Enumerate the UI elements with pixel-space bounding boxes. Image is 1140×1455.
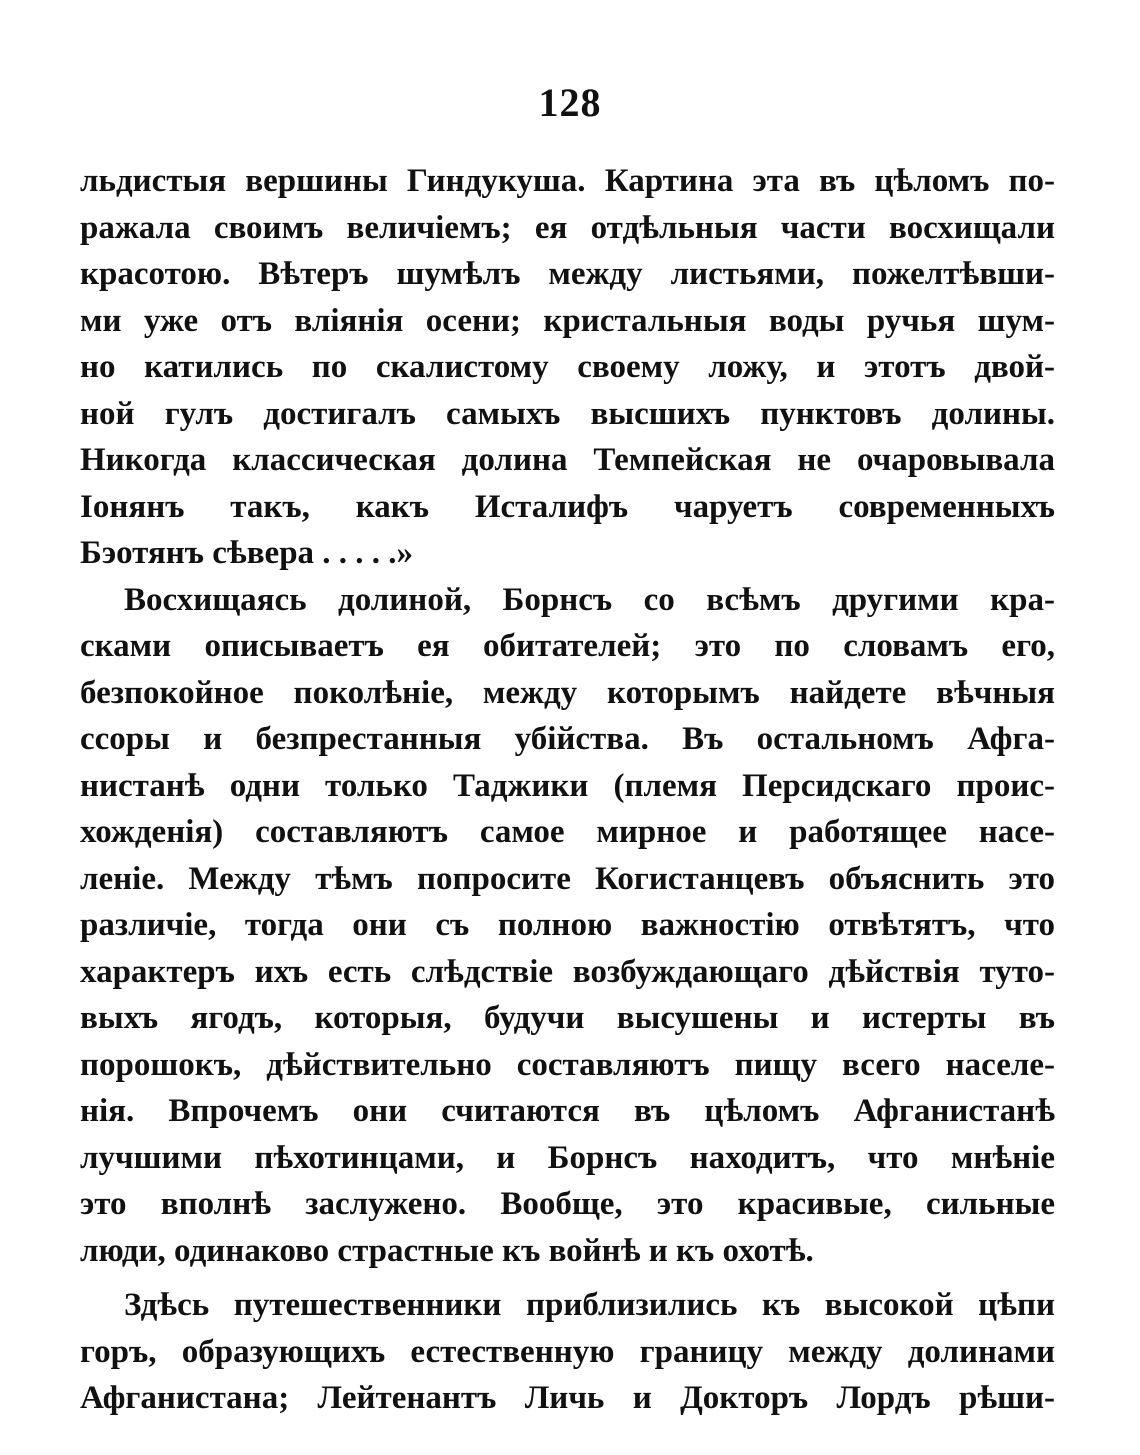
paragraph [80, 158, 1055, 577]
text-line: Бэотянъ сѣвера . . . . .» [80, 535, 414, 571]
text-line: безпокойное поколѣніе, между которымъ найдете вѣчныя [80, 674, 1055, 711]
text-line: порошокъ, дѣйствительно составляютъ пищу всего населе- [80, 1046, 1055, 1083]
text-line: но катились по скалистому своему ложу, и этотъ двой- [80, 349, 1055, 385]
text-line: красотою. Вѣтеръ шумѣлъ между листьями, пожелтѣвши- [80, 256, 1055, 292]
text-line: горъ, образующихъ естественную границу между долинами [80, 1333, 1055, 1370]
page-number: 128 [538, 80, 602, 125]
text-line: различіе, тогда они съ полною важностію отвѣтятъ, что [80, 907, 1055, 943]
text-line: сками описываетъ ея обитателей; это по словамъ его, [80, 628, 1055, 664]
text-line: ной гулъ достигалъ самыхъ высшихъ пунктовъ долины. [80, 395, 1055, 432]
text-line: ми уже отъ вліянія осени; кристальныя воды ручья шум- [80, 302, 1055, 339]
text-line: это вполнѣ заслужено. Вообще, это красивые, сильные [80, 1186, 1055, 1222]
paragraph [80, 577, 1055, 1275]
text-line: ссоры и безпрестанныя убійства. Въ остальномъ Афга- [80, 721, 1055, 757]
text-line: Восхищаясь долиной, Борнсъ со всѣмъ другими кра- [124, 581, 1055, 618]
paragraph [80, 1282, 1055, 1422]
text-line: нія. Впрочемъ они считаются въ цѣломъ Афганистанѣ [80, 1093, 1055, 1129]
text-line: леніе. Между тѣмъ попросите Когистанцевъ объяснить это [80, 860, 1055, 897]
text-line: Іонянъ такъ, какъ Исталифъ чаруетъ современныхъ [80, 488, 1055, 525]
text-line: Афганистана; Лейтенантъ Личь и Докторъ Лордъ рѣши- [80, 1380, 1055, 1416]
text-line: лучшими пѣхотинцами, и Борнсъ находитъ, что мнѣніе [80, 1139, 1055, 1176]
text-line: характеръ ихъ есть слѣдствіе возбуждающаго дѣйствія туто- [80, 953, 1055, 990]
body-text [80, 158, 1055, 1422]
text-line: люди, одинаково страстные къ войнѣ и къ охотѣ. [80, 1232, 814, 1269]
text-line: хожденія) составляютъ самое мирное и работящее насе- [80, 814, 1055, 850]
text-line: выхъ ягодъ, которыя, будучи высушены и истерты въ [80, 1000, 1055, 1036]
text-line: ражала своимъ величіемъ; ея отдѣльныя части восхищали [80, 209, 1055, 246]
text-line: Здѣсь путешественники приблизились къ высокой цѣпи [124, 1287, 1055, 1323]
paragraph-gap [80, 1274, 1055, 1282]
text-line: льдистыя вершины Гиндукуша. Картина эта въ цѣломъ по- [80, 163, 1055, 199]
text-line: нистанѣ одни только Таджики (племя Персидскаго проис- [80, 767, 1055, 804]
text-line: Никогда классическая долина Темпейская не очаровывала [80, 442, 1055, 478]
